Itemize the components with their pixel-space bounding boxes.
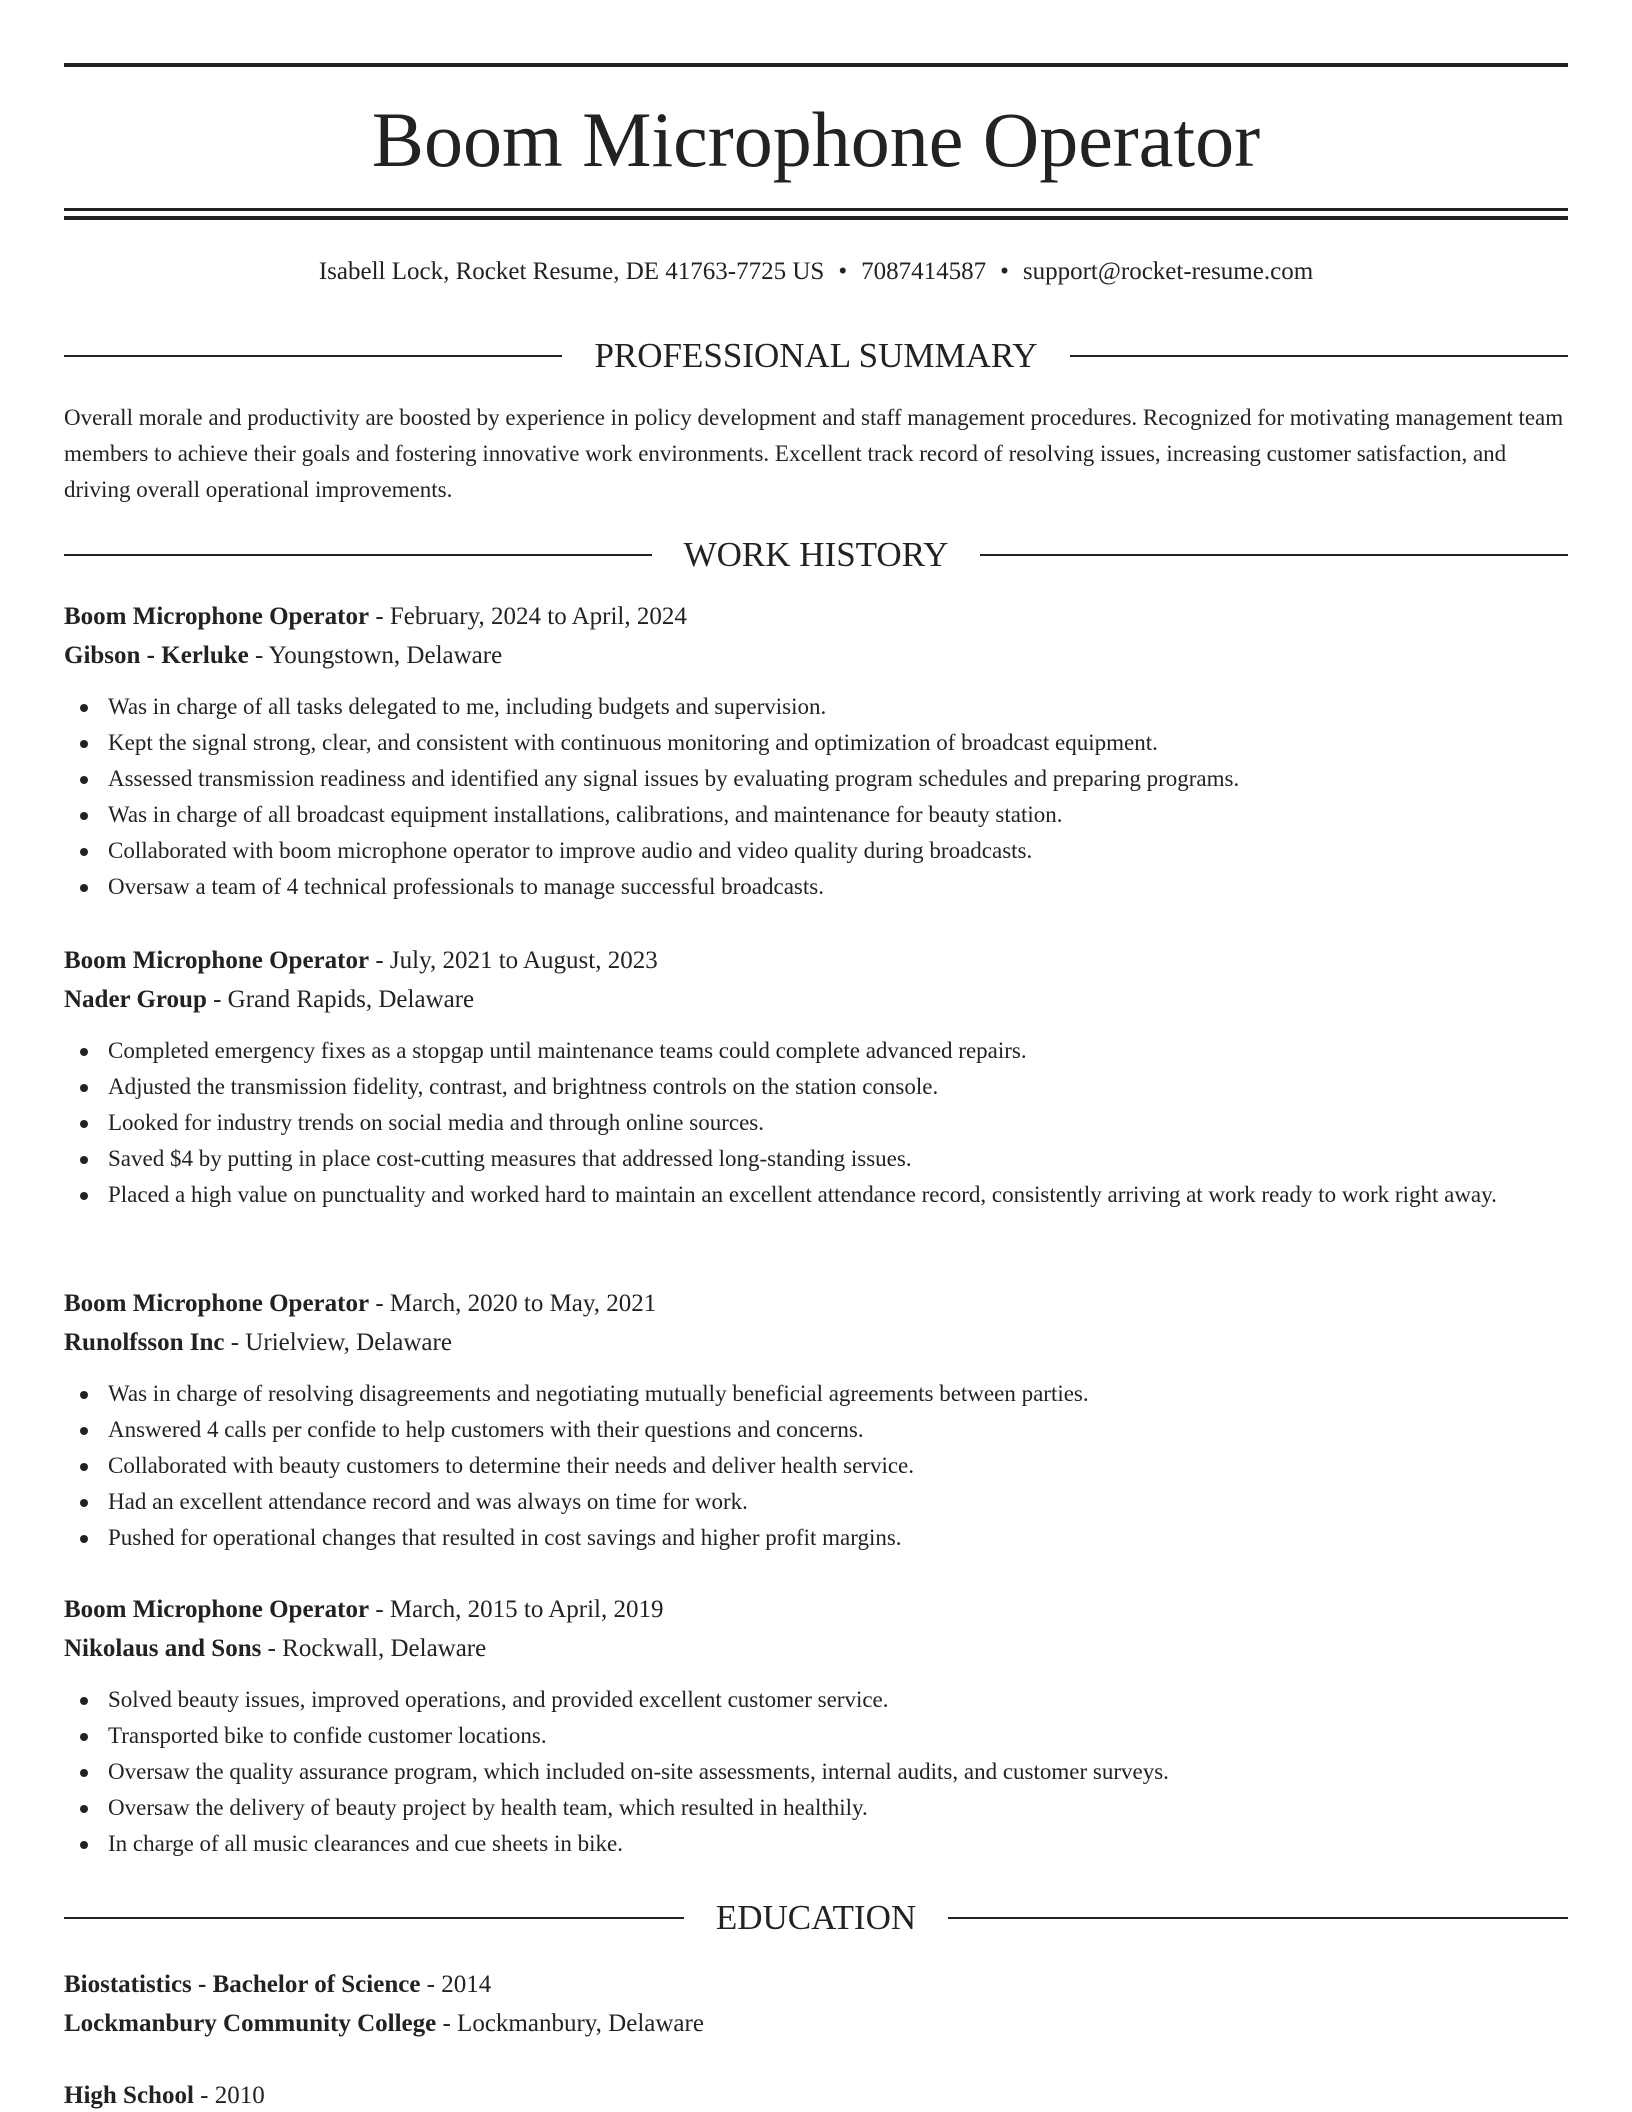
job-title: Boom Microphone Operator <box>64 947 370 974</box>
list-item: Collaborated with beauty customers to determine their needs and deliver health service. <box>64 1448 1568 1484</box>
section-rule <box>980 554 1568 556</box>
job-bullets <box>64 1033 1568 1213</box>
section-rule <box>64 355 562 357</box>
job-title: Boom Microphone Operator <box>64 1596 370 1623</box>
job-bullets <box>64 1376 1568 1556</box>
section-title-summary: PROFESSIONAL SUMMARY <box>594 336 1038 375</box>
contact-address: Isabell Lock, Rocket Resume, DE 41763-7725 US <box>318 258 825 285</box>
section-title-education: EDUCATION <box>715 1898 917 1937</box>
resume-name: Boom Microphone Operator <box>371 96 1261 183</box>
section-rule <box>1070 355 1568 357</box>
education-school-line <box>64 2004 1568 2043</box>
contact-email: support@rocket-resume.com <box>1022 258 1314 285</box>
list-item: Was in charge of all broadcast equipment installations, calibrations, and maintenance for beauty station. <box>64 797 1568 833</box>
job-company-line <box>64 980 1568 1019</box>
list-item: In charge of all music clearances and cue sheets in bike. <box>64 1826 1568 1862</box>
section-rule <box>948 1917 1568 1919</box>
job-company: Runolfsson Inc <box>64 1329 225 1356</box>
list-item: Saved $4 by putting in place cost-cutting measures that addressed long-standing issues. <box>64 1141 1568 1177</box>
education-location: - Lockmanbury, Delaware <box>436 2010 704 2037</box>
list-item: Solved beauty issues, improved operations, and provided excellent customer service. <box>64 1682 1568 1718</box>
list-item: Assessed transmission readiness and identified any signal issues by evaluating program schedules and preparing programs. <box>64 761 1568 797</box>
list-item: Oversaw the quality assurance program, which included on-site assessments, internal audits, and customer surveys. <box>64 1754 1568 1790</box>
list-item: Collaborated with boom microphone operator to improve audio and video quality during broadcasts. <box>64 833 1568 869</box>
top-rule <box>64 63 1568 67</box>
job-location: - Urielview, Delaware <box>224 1329 452 1356</box>
job-company: Nader Group <box>64 986 207 1013</box>
job-dates: - March, 2020 to May, 2021 <box>369 1290 657 1317</box>
job-company: Nikolaus and Sons <box>64 1635 262 1662</box>
job-title: Boom Microphone Operator <box>64 603 370 630</box>
job-title-line <box>64 597 1568 636</box>
list-item: Was in charge of all tasks delegated to me, including budgets and supervision. <box>64 689 1568 725</box>
job-title: Boom Microphone Operator <box>64 1290 370 1317</box>
job-location: - Rockwall, Delaware <box>261 1635 487 1662</box>
education-degree-line <box>64 1965 1568 2004</box>
list-item: Looked for industry trends on social media and through online sources. <box>64 1105 1568 1141</box>
job-dates: - July, 2021 to August, 2023 <box>369 947 658 974</box>
job-dates: - February, 2024 to April, 2024 <box>369 603 687 630</box>
contact-line <box>64 254 1568 290</box>
job-bullets <box>64 1682 1568 1862</box>
name-double-rule <box>64 208 1568 220</box>
list-item: Answered 4 calls per confide to help customers with their questions and concerns. <box>64 1412 1568 1448</box>
education-year: - 2010 <box>193 2082 265 2109</box>
list-item: Completed emergency fixes as a stopgap until maintenance teams could complete advanced repairs. <box>64 1033 1568 1069</box>
job-company: Gibson - Kerluke <box>64 642 249 669</box>
contact-separator: • <box>1000 258 1009 285</box>
job-company-line <box>64 636 1568 675</box>
education-school: Lockmanbury Community College <box>64 2010 437 2037</box>
list-item: Pushed for operational changes that resulted in cost savings and higher profit margins. <box>64 1520 1568 1556</box>
job-location: - Grand Rapids, Delaware <box>206 986 475 1013</box>
job-entry <box>64 941 1568 1213</box>
job-title-line <box>64 1590 1568 1629</box>
education-entry <box>64 2076 1568 2112</box>
job-company-line <box>64 1629 1568 1668</box>
education-degree: High School <box>64 2082 194 2109</box>
list-item: Transported bike to confide customer locations. <box>64 1718 1568 1754</box>
education-year: - 2014 <box>420 1971 492 1998</box>
job-dates: - March, 2015 to April, 2019 <box>369 1596 664 1623</box>
list-item: Placed a high value on punctuality and worked hard to maintain an excellent attendance record, consistently arriving at work ready to work right away. <box>64 1177 1568 1213</box>
list-item: Oversaw the delivery of beauty project by health team, which resulted in healthily. <box>64 1790 1568 1826</box>
list-item: Oversaw a team of 4 technical professionals to manage successful broadcasts. <box>64 869 1568 905</box>
section-rule <box>64 1917 684 1919</box>
section-header-work <box>64 533 1568 577</box>
education-degree-line <box>64 2076 1568 2112</box>
job-company-line <box>64 1323 1568 1362</box>
job-entry <box>64 1590 1568 1862</box>
list-item: Adjusted the transmission fidelity, contrast, and brightness controls on the station console. <box>64 1069 1568 1105</box>
job-location: - Youngstown, Delaware <box>248 642 503 669</box>
education-degree: Biostatistics - Bachelor of Science <box>64 1971 421 1998</box>
job-title-line <box>64 1284 1568 1323</box>
section-header-summary <box>64 334 1568 378</box>
contact-phone: 7087414587 <box>861 258 987 285</box>
job-entry <box>64 1284 1568 1556</box>
section-rule <box>64 554 652 556</box>
list-item: Was in charge of resolving disagreements and negotiating mutually beneficial agreements between parties. <box>64 1376 1568 1412</box>
contact-separator: • <box>838 258 848 285</box>
job-entry <box>64 597 1568 905</box>
summary-text: Overall morale and productivity are boosted by experience in policy development and staff management procedures. Recognized for motivating management team members to achieve their goals and fostering innovative work environments. Excellent track record of resolving issues, increasing customer satisfaction, and driving overall operational improvements. <box>64 405 1564 502</box>
list-item: Kept the signal strong, clear, and consistent with continuous monitoring and optimization of broadcast equipment. <box>64 725 1568 761</box>
section-title-work: WORK HISTORY <box>683 535 949 574</box>
section-header-education <box>64 1896 1568 1940</box>
job-title-line <box>64 941 1568 980</box>
job-bullets <box>64 689 1568 905</box>
list-item: Had an excellent attendance record and was always on time for work. <box>64 1484 1568 1520</box>
education-entry <box>64 1965 1568 2043</box>
